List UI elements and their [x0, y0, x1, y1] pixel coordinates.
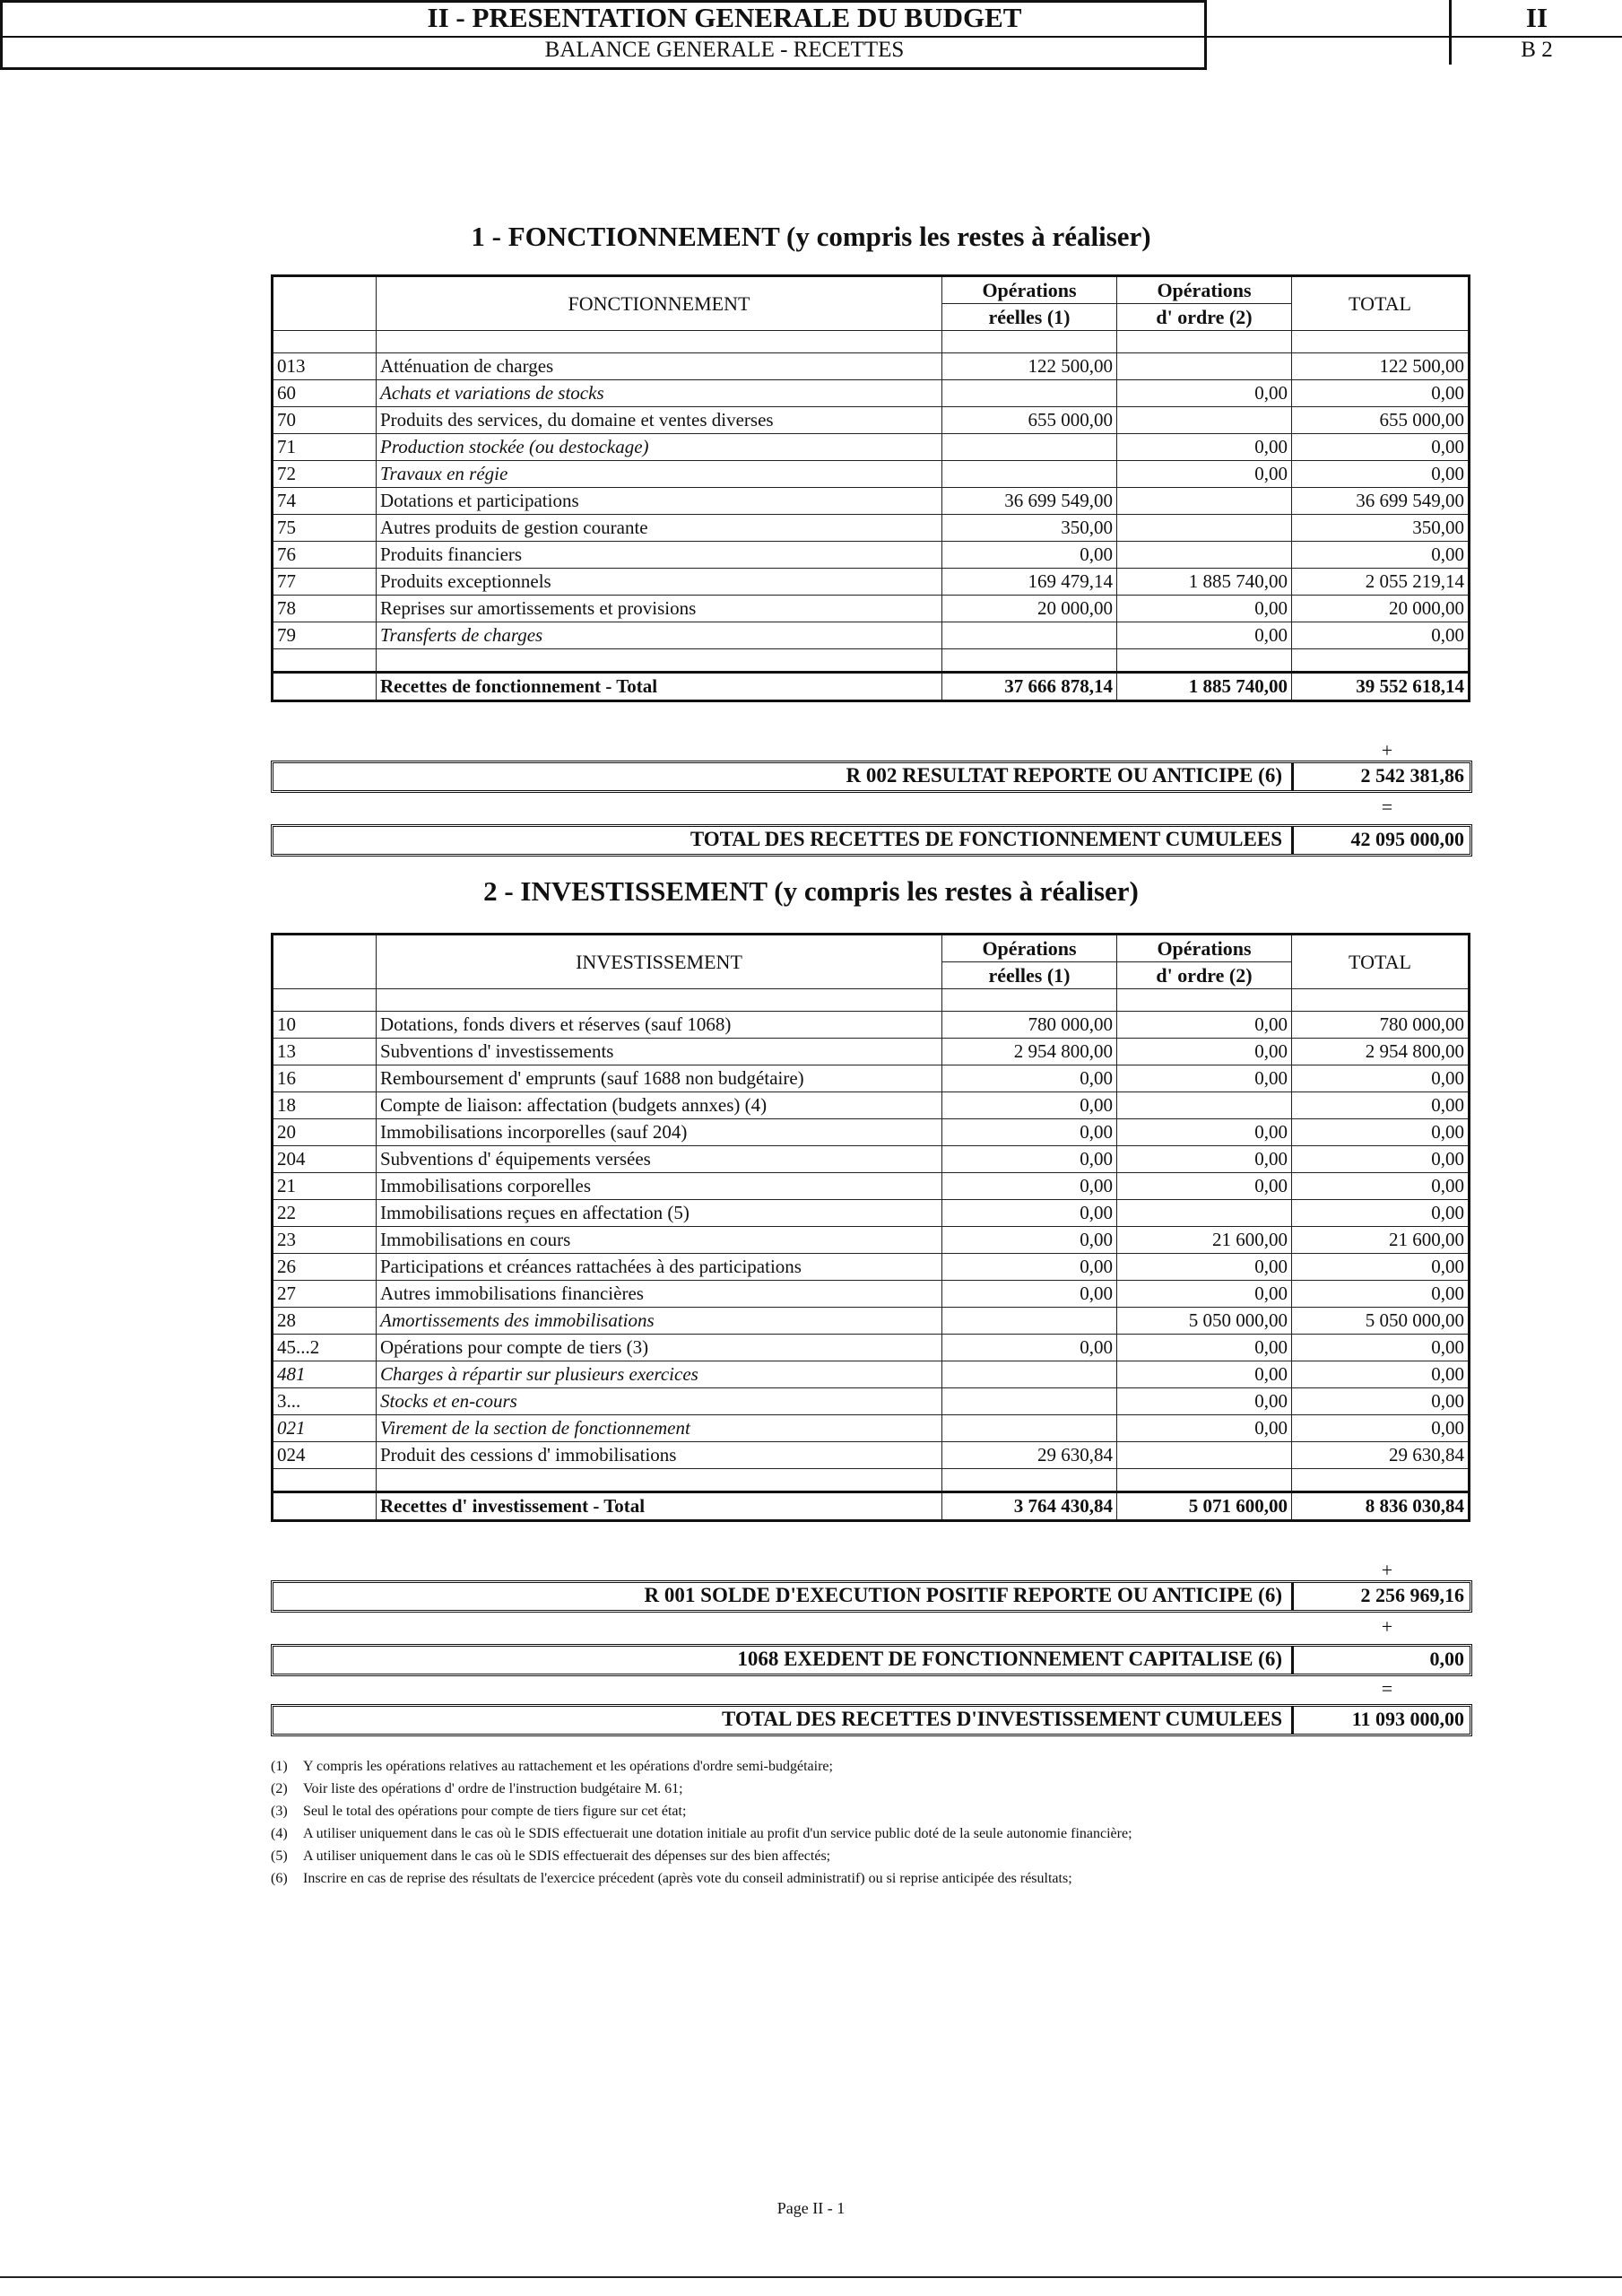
- row-total: 780 000,00: [1292, 1012, 1470, 1039]
- row-reelles: [942, 1308, 1117, 1335]
- investissement-total-row: [273, 1492, 1470, 1521]
- footnote-number: (1): [271, 1759, 288, 1774]
- row-code: 16: [273, 1065, 377, 1092]
- row-label: Produit des cessions d' immobilisations: [377, 1442, 942, 1469]
- row-code: 60: [273, 380, 377, 407]
- row-ordre: 0,00: [1117, 1361, 1292, 1388]
- row-reelles: 0,00: [942, 1281, 1117, 1308]
- table-row: [273, 569, 1470, 596]
- row-code: 013: [273, 353, 377, 380]
- row-total: 0,00: [1292, 542, 1470, 569]
- footnote: [271, 1845, 1526, 1867]
- excedent-label: 1068 EXEDENT DE FONCTIONNEMENT CAPITALISE (6): [273, 1647, 1294, 1674]
- r001-bar: [271, 1580, 1472, 1613]
- table-row: [273, 1254, 1470, 1281]
- row-label: Immobilisations incorporelles (sauf 204): [377, 1119, 942, 1146]
- table-row: [273, 488, 1470, 515]
- row-label: Remboursement d' emprunts (sauf 1688 non budgétaire): [377, 1065, 942, 1092]
- row-reelles: 20 000,00: [942, 596, 1117, 622]
- row-label: Reprises sur amortissements et provisions: [377, 596, 942, 622]
- row-total: 350,00: [1292, 515, 1470, 542]
- row-ordre: 21 600,00: [1117, 1227, 1292, 1254]
- table-row: [273, 434, 1470, 461]
- r002-bar: [271, 761, 1472, 793]
- table-row: [273, 515, 1470, 542]
- row-label: Participations et créances rattachées à des participations: [377, 1254, 942, 1281]
- row-code: 18: [273, 1092, 377, 1119]
- footnote-text: A utiliser uniquement dans le cas où le SDIS effectuerait des dépenses sur des bien affectés;: [303, 1848, 831, 1864]
- row-total: 0,00: [1292, 1254, 1470, 1281]
- row-ordre: 0,00: [1117, 1388, 1292, 1415]
- table-row: [273, 1388, 1470, 1415]
- row-ordre: 5 050 000,00: [1117, 1308, 1292, 1335]
- table-row: [273, 1361, 1470, 1388]
- plus-sign: +: [1381, 1559, 1393, 1581]
- row-reelles: 0,00: [942, 1335, 1117, 1361]
- row-label: Travaux en régie: [377, 461, 942, 488]
- table-row: [273, 1415, 1470, 1442]
- row-ordre: [1117, 1442, 1292, 1469]
- row-label: Produits des services, du domaine et ventes diverses: [377, 407, 942, 434]
- row-reelles: [942, 1361, 1117, 1388]
- header-reelles-b: réelles (1): [942, 304, 1117, 331]
- row-total: 0,00: [1292, 1200, 1470, 1227]
- row-code: 27: [273, 1281, 377, 1308]
- row-reelles: 36 699 549,00: [942, 488, 1117, 515]
- header-ordre-a: Opérations: [1117, 935, 1292, 962]
- r002-value: 2 542 381,86: [1360, 764, 1464, 787]
- row-label: Amortissements des immobilisations: [377, 1308, 942, 1335]
- row-label: Produits financiers: [377, 542, 942, 569]
- total-ordre: 5 071 600,00: [1117, 1492, 1292, 1521]
- row-total: 0,00: [1292, 1065, 1470, 1092]
- table-row: [273, 1227, 1470, 1254]
- row-code: 77: [273, 569, 377, 596]
- total-label: Recettes de fonctionnement - Total: [377, 673, 942, 701]
- row-reelles: [942, 434, 1117, 461]
- footnote: [271, 1778, 1526, 1800]
- header-code-cell: [273, 276, 377, 331]
- row-ordre: 0,00: [1117, 380, 1292, 407]
- footnotes: [271, 1755, 1526, 1890]
- row-total: 0,00: [1292, 1146, 1470, 1173]
- document-subtitle: BALANCE GENERALE - RECETTES: [0, 36, 1452, 65]
- row-code: 3...: [273, 1388, 377, 1415]
- row-total: 0,00: [1292, 1092, 1470, 1119]
- footnote-text: Voir liste des opérations d' ordre de l'instruction budgétaire M. 61;: [303, 1781, 683, 1796]
- row-code: 74: [273, 488, 377, 515]
- row-code: 22: [273, 1200, 377, 1227]
- table-row: [273, 1173, 1470, 1200]
- row-label: Immobilisations en cours: [377, 1227, 942, 1254]
- row-code: 72: [273, 461, 377, 488]
- footnote: [271, 1822, 1526, 1845]
- row-label: Virement de la section de fonctionnement: [377, 1415, 942, 1442]
- row-reelles: 0,00: [942, 1065, 1117, 1092]
- row-code: 021: [273, 1415, 377, 1442]
- row-ordre: 0,00: [1117, 596, 1292, 622]
- excedent-bar: [271, 1644, 1472, 1676]
- row-reelles: 0,00: [942, 1200, 1117, 1227]
- row-ordre: [1117, 407, 1292, 434]
- row-label: Atténuation de charges: [377, 353, 942, 380]
- table-row: [273, 1092, 1470, 1119]
- header-total: TOTAL: [1292, 276, 1470, 331]
- row-total: 0,00: [1292, 1415, 1470, 1442]
- header-reelles-a: Opérations: [942, 276, 1117, 304]
- row-code: 26: [273, 1254, 377, 1281]
- cumul-investissement-value: 11 093 000,00: [1351, 1708, 1464, 1730]
- row-reelles: 0,00: [942, 1173, 1117, 1200]
- table-row: [273, 461, 1470, 488]
- row-total: 29 630,84: [1292, 1442, 1470, 1469]
- table-row: [273, 1442, 1470, 1469]
- table-row: [273, 596, 1470, 622]
- row-total: 0,00: [1292, 1335, 1470, 1361]
- row-total: 5 050 000,00: [1292, 1308, 1470, 1335]
- row-total: 0,00: [1292, 1173, 1470, 1200]
- row-reelles: 0,00: [942, 1119, 1117, 1146]
- footnote-text: Y compris les opérations relatives au rattachement et les opérations d'ordre semi-budgétaire;: [303, 1759, 833, 1774]
- row-code: 10: [273, 1012, 377, 1039]
- cumul-investissement-bar: [271, 1704, 1472, 1736]
- row-ordre: [1117, 542, 1292, 569]
- row-ordre: 0,00: [1117, 1173, 1292, 1200]
- footnote-number: (2): [271, 1781, 288, 1796]
- row-reelles: 0,00: [942, 542, 1117, 569]
- row-label: Autres immobilisations financières: [377, 1281, 942, 1308]
- header-label: INVESTISSEMENT: [377, 935, 942, 989]
- row-total: 0,00: [1292, 1281, 1470, 1308]
- row-reelles: 0,00: [942, 1254, 1117, 1281]
- row-code: 76: [273, 542, 377, 569]
- plus-sign: +: [1381, 739, 1393, 761]
- row-total: 0,00: [1292, 1388, 1470, 1415]
- table-row: [273, 353, 1470, 380]
- table-row: [273, 542, 1470, 569]
- section-title-fonctionnement: 1 - FONCTIONNEMENT (y compris les restes à réaliser): [471, 221, 1151, 252]
- total-reelles: 37 666 878,14: [942, 673, 1117, 701]
- row-label: Charges à répartir sur plusieurs exercices: [377, 1361, 942, 1388]
- row-total: 122 500,00: [1292, 353, 1470, 380]
- r001-label: R 001 SOLDE D'EXECUTION POSITIF REPORTE OU ANTICIPE (6): [273, 1583, 1294, 1610]
- row-total: 0,00: [1292, 434, 1470, 461]
- row-reelles: 169 479,14: [942, 569, 1117, 596]
- table-row: [273, 1281, 1470, 1308]
- cumul-fonctionnement-label: TOTAL DES RECETTES DE FONCTIONNEMENT CUMULEES: [273, 827, 1294, 854]
- total-label: Recettes d' investissement - Total: [377, 1492, 942, 1521]
- row-label: Opérations pour compte de tiers (3): [377, 1335, 942, 1361]
- row-label: Immobilisations corporelles: [377, 1173, 942, 1200]
- table-row: [273, 1012, 1470, 1039]
- row-code: 13: [273, 1039, 377, 1065]
- row-ordre: 0,00: [1117, 1254, 1292, 1281]
- row-total: 2 954 800,00: [1292, 1039, 1470, 1065]
- row-ordre: 0,00: [1117, 622, 1292, 649]
- equals-sign: =: [1381, 796, 1393, 818]
- row-code: 79: [273, 622, 377, 649]
- row-ordre: 0,00: [1117, 461, 1292, 488]
- row-code: 28: [273, 1308, 377, 1335]
- footnote-number: (6): [271, 1871, 288, 1886]
- row-label: Dotations et participations: [377, 488, 942, 515]
- header-reelles-b: réelles (1): [942, 962, 1117, 989]
- document-header: [0, 0, 1553, 70]
- row-reelles: 0,00: [942, 1227, 1117, 1254]
- section-title-investissement: 2 - INVESTISSEMENT (y compris les restes à réaliser): [483, 875, 1139, 907]
- total-total: 39 552 618,14: [1292, 673, 1470, 701]
- total-total: 8 836 030,84: [1292, 1492, 1470, 1521]
- row-reelles: 780 000,00: [942, 1012, 1117, 1039]
- equals-sign: =: [1381, 1677, 1393, 1700]
- fonctionnement-total-row: [273, 673, 1470, 701]
- row-label: Transferts de charges: [377, 622, 942, 649]
- table-row: [273, 1119, 1470, 1146]
- row-code: 78: [273, 596, 377, 622]
- total-ordre: 1 885 740,00: [1117, 673, 1292, 701]
- row-ordre: 0,00: [1117, 1415, 1292, 1442]
- footnote: [271, 1867, 1526, 1890]
- footnote: [271, 1800, 1526, 1822]
- row-code: 70: [273, 407, 377, 434]
- row-total: 0,00: [1292, 1361, 1470, 1388]
- fonctionnement-table: [271, 274, 1470, 702]
- investissement-table: [271, 933, 1470, 1522]
- row-total: 0,00: [1292, 380, 1470, 407]
- footnote-number: (4): [271, 1826, 288, 1841]
- row-label: Achats et variations de stocks: [377, 380, 942, 407]
- table-row: [273, 1039, 1470, 1065]
- row-reelles: [942, 461, 1117, 488]
- document-subcode: B 2: [1521, 38, 1553, 62]
- header-ordre-a: Opérations: [1117, 276, 1292, 304]
- page-number: Page II - 1: [776, 2199, 846, 2217]
- row-ordre: [1117, 488, 1292, 515]
- table-row: [273, 622, 1470, 649]
- row-reelles: [942, 622, 1117, 649]
- row-label: Stocks et en-cours: [377, 1388, 942, 1415]
- document-code: II: [1525, 2, 1548, 33]
- row-reelles: [942, 1388, 1117, 1415]
- row-reelles: 29 630,84: [942, 1442, 1117, 1469]
- row-code: 024: [273, 1442, 377, 1469]
- document-title: II - PRESENTATION GENERALE DU BUDGET: [0, 0, 1452, 36]
- footnote-text: Seul le total des opérations pour compte de tiers figure sur cet état;: [303, 1804, 687, 1819]
- table-row: [273, 1200, 1470, 1227]
- row-ordre: 0,00: [1117, 1012, 1292, 1039]
- cumul-investissement-label: TOTAL DES RECETTES D'INVESTISSEMENT CUMULEES: [273, 1707, 1294, 1734]
- r002-label: R 002 RESULTAT REPORTE OU ANTICIPE (6): [273, 763, 1294, 790]
- row-ordre: 0,00: [1117, 1281, 1292, 1308]
- row-ordre: 0,00: [1117, 434, 1292, 461]
- row-total: 36 699 549,00: [1292, 488, 1470, 515]
- footnote-number: (3): [271, 1804, 288, 1819]
- footnote-number: (5): [271, 1848, 288, 1864]
- footnote: [271, 1755, 1526, 1778]
- row-label: Immobilisations reçues en affectation (5): [377, 1200, 942, 1227]
- header-code-cell: [273, 935, 377, 989]
- total-reelles: 3 764 430,84: [942, 1492, 1117, 1521]
- row-code: 204: [273, 1146, 377, 1173]
- header-label: FONCTIONNEMENT: [377, 276, 942, 331]
- row-reelles: 655 000,00: [942, 407, 1117, 434]
- row-label: Subventions d' équipements versées: [377, 1146, 942, 1173]
- row-ordre: [1117, 353, 1292, 380]
- header-reelles-a: Opérations: [942, 935, 1117, 962]
- table-row: [273, 1308, 1470, 1335]
- footnote-text: A utiliser uniquement dans le cas où le SDIS effectuerait une dotation initiale au profit d'un service public doté de la seule autonomie financière;: [303, 1826, 1132, 1841]
- row-ordre: 0,00: [1117, 1065, 1292, 1092]
- r001-value: 2 256 969,16: [1360, 1584, 1464, 1606]
- table-row: [273, 1335, 1470, 1361]
- header-total: TOTAL: [1292, 935, 1470, 989]
- row-code: 45...2: [273, 1335, 377, 1361]
- row-code: 75: [273, 515, 377, 542]
- footnote-text: Inscrire en cas de reprise des résultats de l'exercice précedent (après vote du conseil administratif) ou si reprise anticipée des résultats;: [303, 1871, 1072, 1886]
- row-label: Production stockée (ou destockage): [377, 434, 942, 461]
- row-ordre: 0,00: [1117, 1146, 1292, 1173]
- cumul-fonctionnement-bar: [271, 824, 1472, 857]
- row-reelles: 122 500,00: [942, 353, 1117, 380]
- row-total: 0,00: [1292, 1119, 1470, 1146]
- cumul-fonctionnement-value: 42 095 000,00: [1350, 828, 1464, 850]
- excedent-value: 0,00: [1429, 1648, 1464, 1670]
- row-code: 20: [273, 1119, 377, 1146]
- row-ordre: 0,00: [1117, 1039, 1292, 1065]
- row-reelles: 0,00: [942, 1146, 1117, 1173]
- row-ordre: [1117, 1092, 1292, 1119]
- row-reelles: [942, 380, 1117, 407]
- table-row: [273, 1065, 1470, 1092]
- row-label: Dotations, fonds divers et réserves (sauf 1068): [377, 1012, 942, 1039]
- row-ordre: 1 885 740,00: [1117, 569, 1292, 596]
- row-total: 655 000,00: [1292, 407, 1470, 434]
- row-total: 20 000,00: [1292, 596, 1470, 622]
- row-code: 21: [273, 1173, 377, 1200]
- row-reelles: 2 954 800,00: [942, 1039, 1117, 1065]
- row-total: 0,00: [1292, 622, 1470, 649]
- row-label: Compte de liaison: affectation (budgets annxes) (4): [377, 1092, 942, 1119]
- row-total: 2 055 219,14: [1292, 569, 1470, 596]
- row-ordre: [1117, 1200, 1292, 1227]
- row-ordre: 0,00: [1117, 1335, 1292, 1361]
- table-row: [273, 1146, 1470, 1173]
- table-row: [273, 407, 1470, 434]
- header-ordre-b: d' ordre (2): [1117, 304, 1292, 331]
- row-ordre: [1117, 515, 1292, 542]
- row-label: Autres produits de gestion courante: [377, 515, 942, 542]
- row-ordre: 0,00: [1117, 1119, 1292, 1146]
- row-label: Produits exceptionnels: [377, 569, 942, 596]
- row-code: 23: [273, 1227, 377, 1254]
- plus-sign: +: [1381, 1615, 1393, 1638]
- row-code: 71: [273, 434, 377, 461]
- row-total: 21 600,00: [1292, 1227, 1470, 1254]
- bottom-rule: [0, 2276, 1622, 2278]
- row-reelles: 350,00: [942, 515, 1117, 542]
- row-label: Subventions d' investissements: [377, 1039, 942, 1065]
- table-row: [273, 380, 1470, 407]
- row-reelles: [942, 1415, 1117, 1442]
- header-ordre-b: d' ordre (2): [1117, 962, 1292, 989]
- row-total: 0,00: [1292, 461, 1470, 488]
- row-code: 481: [273, 1361, 377, 1388]
- row-reelles: 0,00: [942, 1092, 1117, 1119]
